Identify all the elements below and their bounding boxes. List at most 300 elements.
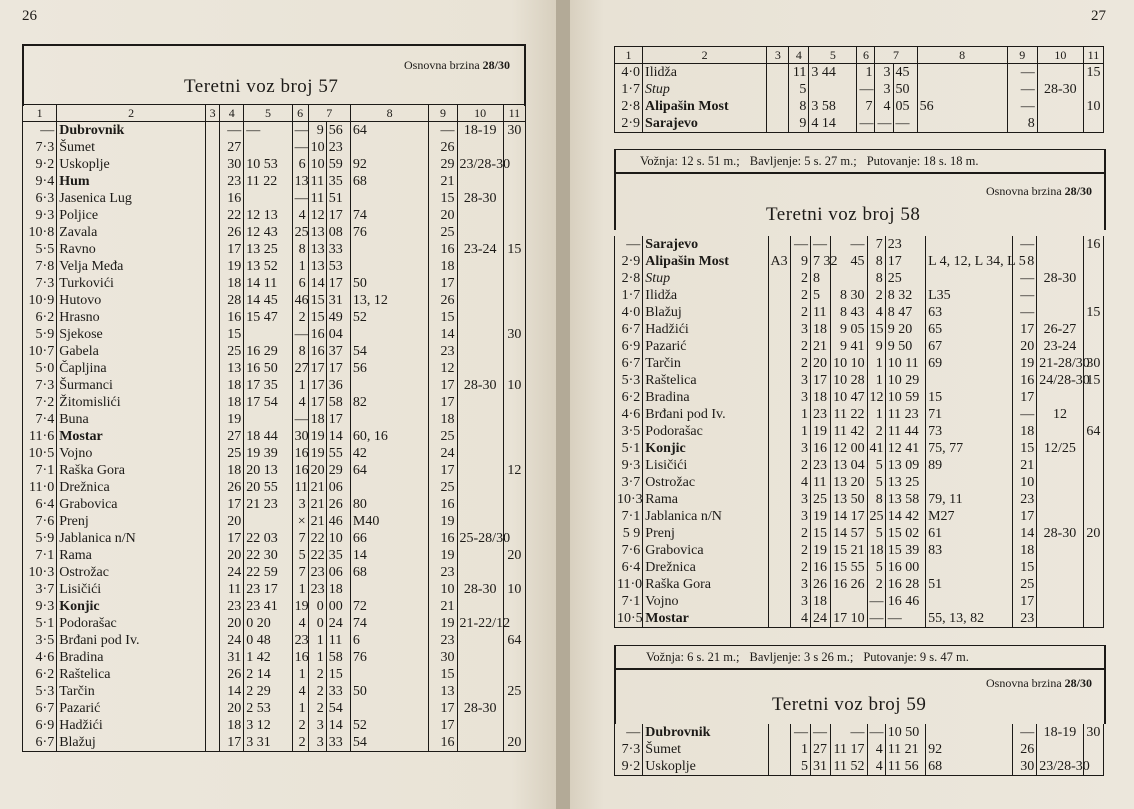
timetable-row: [23, 411, 526, 428]
distance-km: 5·1: [23, 615, 57, 632]
timetable-cell: 9 41: [831, 338, 867, 355]
timetable-cell: [457, 326, 503, 343]
timetable-cell: 3 31: [244, 734, 292, 752]
train-57-header: [22, 44, 526, 106]
timetable-cell: 11: [810, 304, 830, 321]
timetable-cell: 2: [790, 355, 810, 372]
connection-notes: 68: [926, 758, 1013, 776]
timetable-cell: 18: [810, 389, 830, 406]
timetable-cell: 1: [292, 700, 308, 717]
timetable-cell: 04: [326, 326, 350, 343]
station-name: Šumet: [57, 139, 206, 156]
timetable-cell: 12: [429, 360, 457, 377]
timetable-row: [23, 343, 526, 360]
station-name: Jasenica Lug: [57, 190, 206, 207]
timetable-row: [615, 355, 1104, 372]
connection-notes: 56: [350, 360, 428, 377]
timetable-cell: [206, 530, 220, 547]
timetable-cell: 23: [326, 139, 350, 156]
connection-notes: [917, 115, 1007, 133]
timetable-cell: 18: [1012, 423, 1036, 440]
timetable-cell: 8 30: [831, 287, 867, 304]
timetable-cell: 16: [1012, 372, 1036, 389]
timetable-cell: 18: [220, 717, 244, 734]
timetable-cell: 12 00: [831, 440, 867, 457]
timetable-cell: [768, 406, 790, 423]
connection-notes: 82: [350, 394, 428, 411]
connection-notes: 54: [350, 734, 428, 752]
timetable-cell: 22 03: [244, 530, 292, 547]
timetable-cell: 3: [790, 593, 810, 610]
timetable-cell: —: [244, 122, 292, 140]
timetable-cell: [1083, 559, 1103, 576]
station-name: Drežnica: [643, 559, 768, 576]
column-header: 6: [292, 105, 308, 122]
timetable-row: [615, 559, 1104, 576]
timetable-cell: 8: [1012, 253, 1036, 270]
timetable-cell: 1: [308, 632, 326, 649]
timetable-cell: 20: [503, 734, 525, 752]
station-name: Ilidža: [643, 64, 767, 82]
timetable-cell: [206, 632, 220, 649]
station-name: Pazarić: [643, 338, 768, 355]
timetable-cell: [206, 394, 220, 411]
timetable-cell: 10: [1083, 98, 1103, 115]
timetable-cell: [206, 122, 220, 140]
timetable-cell: 59: [326, 156, 350, 173]
timetable-cell: [206, 649, 220, 666]
station-name: Stup: [643, 270, 768, 287]
timetable-cell: 15 02: [885, 525, 925, 542]
timetable-cell: 4: [790, 610, 810, 628]
timetable-cell: 14 45: [244, 292, 292, 309]
info-bar-58: [614, 645, 1106, 669]
timetable-cell: 2: [308, 683, 326, 700]
column-header: 11: [1083, 47, 1103, 64]
timetable-cell: 10: [1012, 474, 1036, 491]
timetable-cell: 2: [790, 338, 810, 355]
timetable-cell: 0: [308, 615, 326, 632]
timetable-cell: 24: [220, 564, 244, 581]
timetable-cell: 19: [429, 615, 457, 632]
station-name: Šurmanci: [57, 377, 206, 394]
timetable-cell: [503, 649, 525, 666]
timetable-row: [23, 190, 526, 207]
timetable-cell: [768, 724, 790, 741]
connection-notes: 68: [350, 173, 428, 190]
timetable-cell: 20 13: [244, 462, 292, 479]
connection-notes: [926, 724, 1013, 741]
station-name: Hrasno: [57, 309, 206, 326]
timetable-cell: 25: [503, 683, 525, 700]
timetable-cell: 51: [326, 190, 350, 207]
timetable-cell: 20: [220, 513, 244, 530]
timetable-cell: 27: [292, 360, 308, 377]
timetable-cell: 5: [867, 474, 885, 491]
timetable-cell: [503, 700, 525, 717]
connection-notes: [350, 190, 428, 207]
timetable-cell: [206, 615, 220, 632]
timetable-cell: 1: [790, 741, 810, 758]
timetable-cell: [457, 564, 503, 581]
station-name: Žitomislići: [57, 394, 206, 411]
timetable-cell: [503, 292, 525, 309]
timetable-cell: [503, 224, 525, 241]
timetable-cell: 6: [292, 156, 308, 173]
timetable-cell: [457, 683, 503, 700]
timetable-cell: 11 22: [244, 173, 292, 190]
timetable-cell: 13: [308, 224, 326, 241]
timetable-cell: [1037, 64, 1083, 82]
column-header: 2: [643, 47, 767, 64]
timetable-cell: 10 29: [885, 372, 925, 389]
timetable-cell: [1083, 593, 1103, 610]
timetable-cell: 0: [308, 598, 326, 615]
timetable-row: [615, 423, 1104, 440]
timetable-cell: 28-30: [1037, 81, 1083, 98]
timetable-cell: 17: [885, 253, 925, 270]
station-name: Raška Gora: [57, 462, 206, 479]
brzina-57: Osnovna brzina 28/30: [404, 58, 510, 72]
station-name: Hutovo: [57, 292, 206, 309]
timetable-cell: [1037, 474, 1083, 491]
station-name: Sjekose: [57, 326, 206, 343]
timetable-cell: [1083, 474, 1103, 491]
timetable-cell: 58: [326, 394, 350, 411]
timetable-cell: 05: [893, 98, 917, 115]
timetable-cell: [767, 81, 789, 98]
voznja-58: Vožnja: 6 s. 21 m.;: [646, 649, 740, 664]
timetable-cell: [1083, 338, 1103, 355]
timetable-row: [23, 173, 526, 190]
timetable-cell: 5: [789, 81, 809, 98]
train-58-title: Teretni voz broj 58: [766, 204, 921, 225]
timetable-cell: 17: [429, 462, 457, 479]
timetable-cell: 25: [885, 270, 925, 287]
timetable-cell: —: [867, 724, 885, 741]
distance-km: 4·0: [615, 304, 643, 321]
timetable-cell: [206, 564, 220, 581]
station-name: Pazarić: [57, 700, 206, 717]
timetable-cell: [206, 734, 220, 752]
distance-km: 1·7: [615, 81, 643, 98]
timetable-cell: [457, 411, 503, 428]
connection-notes: [350, 411, 428, 428]
timetable-cell: [457, 717, 503, 734]
distance-km: 5·9: [23, 326, 57, 343]
distance-km: 1·7: [615, 287, 643, 304]
column-header: 1: [23, 105, 57, 122]
timetable-cell: 19: [1012, 355, 1036, 372]
connection-notes: [926, 593, 1013, 610]
timetable-cell: [206, 598, 220, 615]
timetable-cell: 33: [326, 683, 350, 700]
timetable-cell: [457, 360, 503, 377]
timetable-cell: 19: [429, 547, 457, 564]
timetable-cell: 54: [326, 700, 350, 717]
timetable-cell: 00: [326, 598, 350, 615]
timetable-cell: 21: [308, 479, 326, 496]
timetable-cell: [206, 683, 220, 700]
timetable-cell: 15: [429, 190, 457, 207]
timetable-cell: [768, 474, 790, 491]
timetable-cell: 27: [220, 139, 244, 156]
timetable-cell: 0 20: [244, 615, 292, 632]
timetable-cell: 20 55: [244, 479, 292, 496]
timetable-cell: 30: [503, 326, 525, 343]
connection-notes: 52: [350, 309, 428, 326]
column-header: 4: [789, 47, 809, 64]
connection-notes: 73: [926, 423, 1013, 440]
distance-km: 3·7: [615, 474, 643, 491]
timetable-cell: 46: [292, 292, 308, 309]
timetable-cell: [206, 462, 220, 479]
timetable-cell: 33: [326, 241, 350, 258]
connection-notes: [350, 377, 428, 394]
distance-km: 5·3: [615, 372, 643, 389]
timetable-cell: 26: [220, 479, 244, 496]
timetable-cell: 1: [857, 64, 875, 82]
timetable-row: [23, 598, 526, 615]
connection-notes: 76: [350, 224, 428, 241]
timetable-cell: 13: [292, 173, 308, 190]
timetable-cell: [768, 741, 790, 758]
connection-notes: 63: [926, 304, 1013, 321]
connection-notes: 55, 13, 82: [926, 610, 1013, 628]
timetable-cell: [206, 173, 220, 190]
timetable-cell: 17: [429, 275, 457, 292]
station-name: Sarajevo: [643, 115, 767, 133]
timetable-cell: 16: [429, 241, 457, 258]
timetable-cell: —: [1012, 724, 1036, 741]
distance-km: 11·6: [23, 428, 57, 445]
timetable-cell: [767, 98, 789, 115]
distance-km: 9·2: [23, 156, 57, 173]
timetable-cell: 12/25: [1037, 440, 1083, 457]
timetable-row: [23, 649, 526, 666]
timetable-cell: 15 55: [831, 559, 867, 576]
timetable-cell: 10 59: [885, 389, 925, 406]
station-name: Alipašin Most: [643, 98, 767, 115]
timetable-cell: 20: [1012, 338, 1036, 355]
timetable-cell: [206, 547, 220, 564]
timetable-cell: 56: [326, 122, 350, 140]
column-header: 7: [875, 47, 917, 64]
station-name: Hum: [57, 173, 206, 190]
station-name: Lisičići: [643, 457, 768, 474]
timetable-cell: 13: [220, 360, 244, 377]
timetable-cell: [768, 236, 790, 253]
timetable-cell: 28-30: [457, 190, 503, 207]
timetable-cell: 0 48: [244, 632, 292, 649]
timetable-cell: 11: [292, 479, 308, 496]
connection-notes: 54: [350, 343, 428, 360]
timetable-cell: 4: [867, 741, 885, 758]
timetable-cell: 19: [810, 508, 830, 525]
distance-km: 4·6: [615, 406, 643, 423]
timetable-cell: 15: [326, 666, 350, 683]
timetable-cell: [503, 139, 525, 156]
timetable-cell: 30: [292, 428, 308, 445]
timetable-cell: [206, 377, 220, 394]
timetable-cell: 14: [308, 275, 326, 292]
timetable-cell: [503, 479, 525, 496]
timetable-cell: 15: [867, 321, 885, 338]
timetable-cell: [1083, 287, 1103, 304]
timetable-cell: 17: [810, 372, 830, 389]
connection-notes: [917, 64, 1007, 82]
timetable-row: [23, 530, 526, 547]
timetable-cell: 1: [308, 649, 326, 666]
timetable-cell: [206, 700, 220, 717]
station-name: Vojno: [643, 593, 768, 610]
column-header: 6: [857, 47, 875, 64]
timetable-cell: [457, 258, 503, 275]
timetable-row: [615, 321, 1104, 338]
distance-km: 7·3: [23, 139, 57, 156]
column-header: 2: [57, 105, 206, 122]
timetable-cell: [457, 428, 503, 445]
connection-notes: 64: [350, 122, 428, 140]
timetable-cell: 25: [292, 224, 308, 241]
timetable-cell: 16: [220, 309, 244, 326]
timetable-cell: 18: [867, 542, 885, 559]
timetable-cell: [1083, 270, 1103, 287]
timetable-cell: [1083, 542, 1103, 559]
timetable-cell: 16: [292, 462, 308, 479]
timetable-cell: 27: [220, 428, 244, 445]
timetable-cell: 2: [867, 423, 885, 440]
station-name: Turkovići: [57, 275, 206, 292]
timetable-cell: [206, 411, 220, 428]
connection-notes: 65: [926, 321, 1013, 338]
timetable-cell: 11 23: [885, 406, 925, 423]
timetable-row: [615, 508, 1104, 525]
timetable-cell: 23: [308, 564, 326, 581]
timetable-cell: 26: [220, 666, 244, 683]
timetable-cell: 21 23: [244, 496, 292, 513]
timetable-cell: 10 47: [831, 389, 867, 406]
timetable-cell: 5: [292, 547, 308, 564]
timetable-cell: [457, 292, 503, 309]
distance-km: 3·5: [615, 423, 643, 440]
station-name: Podorašac: [643, 423, 768, 440]
timetable-cell: 22 30: [244, 547, 292, 564]
timetable-cell: 30: [1012, 758, 1036, 776]
timetable-cell: 9: [789, 115, 809, 133]
timetable-row: [23, 700, 526, 717]
connection-notes: 74: [350, 207, 428, 224]
timetable-cell: 33: [326, 734, 350, 752]
timetable-cell: —: [831, 236, 867, 253]
timetable-cell: 49: [326, 309, 350, 326]
timetable-row: [23, 139, 526, 156]
timetable-cell: [768, 593, 790, 610]
distance-km: 10·9: [23, 292, 57, 309]
timetable-cell: —: [1012, 304, 1036, 321]
timetable-cell: 23: [292, 632, 308, 649]
timetable-cell: 17: [429, 717, 457, 734]
timetable-row: [23, 241, 526, 258]
timetable-cell: 15: [1012, 440, 1036, 457]
timetable-cell: [768, 270, 790, 287]
timetable-cell: 4: [867, 304, 885, 321]
timetable-cell: 2 53: [244, 700, 292, 717]
timetable-cell: [768, 321, 790, 338]
timetable-cell: 23-24: [457, 241, 503, 258]
timetable-cell: 11 17: [831, 741, 867, 758]
timetable-cell: [457, 224, 503, 241]
timetable-row: [615, 457, 1104, 474]
connection-notes: 92: [926, 741, 1013, 758]
timetable-cell: 18-19: [457, 122, 503, 140]
timetable-cell: 18: [308, 411, 326, 428]
timetable-cell: 8: [789, 98, 809, 115]
timetable-cell: 18: [326, 581, 350, 598]
connection-notes: 79, 11: [926, 491, 1013, 508]
timetable-cell: 2: [790, 287, 810, 304]
timetable-cell: [503, 564, 525, 581]
timetable-row: [23, 275, 526, 292]
timetable-cell: 8: [292, 343, 308, 360]
timetable-cell: 2: [790, 270, 810, 287]
timetable-cell: [1037, 576, 1083, 593]
timetable-row: [23, 428, 526, 445]
timetable-cell: 1: [292, 377, 308, 394]
column-header: 8: [350, 105, 428, 122]
timetable-cell: [1037, 542, 1083, 559]
timetable-cell: [206, 156, 220, 173]
distance-km: 7·4: [23, 411, 57, 428]
brzina-59: Osnovna brzina 28/30: [986, 676, 1092, 690]
timetable-cell: 22: [308, 547, 326, 564]
station-name: Blažuj: [643, 304, 768, 321]
column-header-row: [615, 47, 1104, 64]
timetable-cell: 4: [292, 615, 308, 632]
timetable-cell: 58: [326, 649, 350, 666]
timetable-cell: 23: [429, 564, 457, 581]
station-name: Ostrožac: [643, 474, 768, 491]
timetable-row: [615, 406, 1104, 423]
timetable-cell: 7: [867, 236, 885, 253]
timetable-row: [23, 564, 526, 581]
timetable-cell: 10 28: [831, 372, 867, 389]
timetable-cell: —: [810, 724, 830, 741]
distance-km: 11·0: [615, 576, 643, 593]
timetable-cell: 24: [220, 632, 244, 649]
timetable-cell: [206, 666, 220, 683]
timetable-cell: 17: [220, 734, 244, 752]
station-name: Uskoplje: [643, 758, 768, 776]
timetable-cell: 22: [308, 530, 326, 547]
timetable-cell: 21: [308, 513, 326, 530]
timetable-cell: 3: [790, 372, 810, 389]
timetable-cell: 18-19: [1037, 724, 1083, 741]
timetable-cell: 11 56: [885, 758, 925, 776]
distance-km: 10·8: [23, 224, 57, 241]
timetable-cell: 23: [220, 598, 244, 615]
station-name: Gabela: [57, 343, 206, 360]
timetable-row: [23, 683, 526, 700]
distance-km: 6·2: [23, 666, 57, 683]
timetable-cell: [1037, 304, 1083, 321]
timetable-cell: [457, 496, 503, 513]
timetable-cell: 10 11: [885, 355, 925, 372]
station-name: Raška Gora: [643, 576, 768, 593]
timetable-cell: 15: [1083, 64, 1103, 82]
connection-notes: 72: [350, 598, 428, 615]
timetable-row: [23, 445, 526, 462]
